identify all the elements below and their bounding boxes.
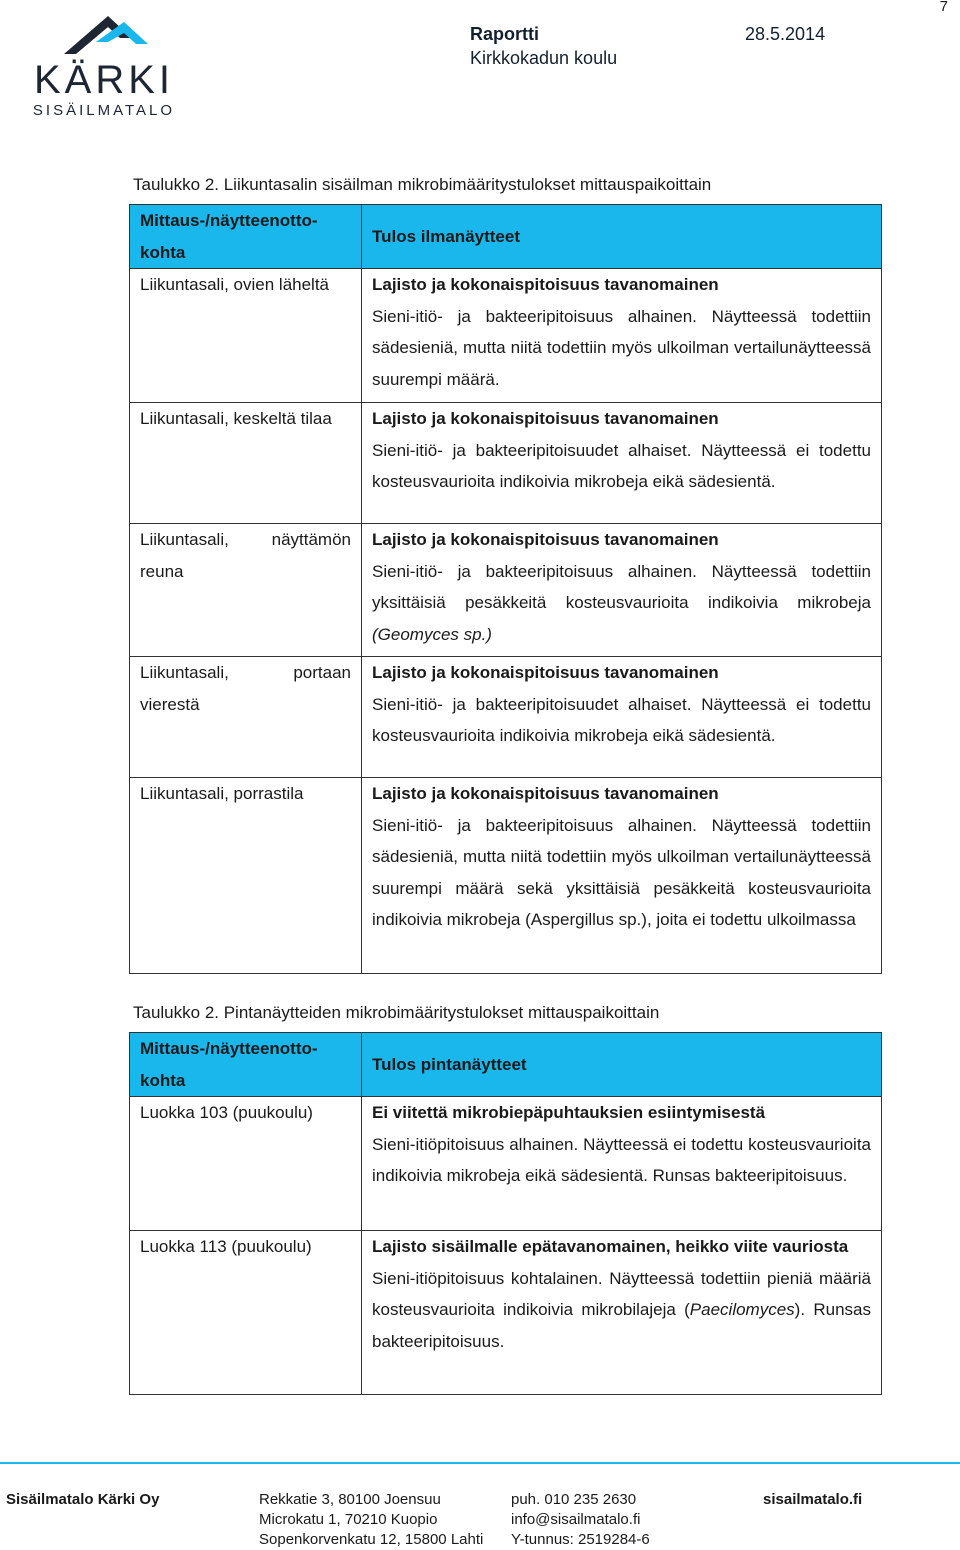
table-row [130,269,882,403]
row-result [362,778,882,974]
row-result [362,403,882,524]
result-text-end: ). Runsas bakteeripitoisuus. [372,1300,871,1351]
row-place: Liikuntasali, portaan vierestä [130,657,362,778]
table2-caption: Taulukko 2. Pintanäytteiden mikrobimääritystulokset mittauspaikoittain [133,1003,660,1022]
footer-website-link[interactable]: sisailmatalo.fi [763,1491,863,1508]
result-title: Lajisto sisäilmalle epätavanomainen, heikko viite vauriosta [372,1237,849,1256]
row-place: Liikuntasali, porrastila [130,778,362,974]
footer-address: Microkatu 1, 70210 Kuopio [259,1511,438,1528]
footer-phone: puh. 010 235 2630 [511,1491,637,1508]
result-title: Lajisto ja kokonaispitoisuus tavanomainen [372,663,719,682]
report-date: 28.5.2014 [745,24,826,44]
result-species: Paecilomyces [689,1300,795,1319]
footer-divider [0,1462,960,1464]
air-samples-table [129,204,882,974]
footer-address: Sopenkorvenkatu 12, 15800 Lahti [259,1531,484,1548]
logo-subtitle: SISÄILMATALO [32,102,176,119]
footer-address: Rekkatie 3, 80100 Joensuu [259,1491,441,1508]
result-title: Lajisto ja kokonaispitoisuus tavanomainen [372,409,719,428]
footer-contacts [511,1490,650,1550]
table-row [130,403,882,524]
footer-addresses [259,1490,483,1550]
row-place: Luokka 103 (puukoulu) [130,1097,362,1231]
logo-wordmark: KÄRKI [33,58,175,102]
table1-caption: Taulukko 2. Liikuntasalin sisäilman mikrobimääritystulokset mittauspaikoittain [133,175,712,194]
result-text: Sieni-itiö- ja bakteeripitoisuus alhainen. Näytteessä todettiin yksittäisiä pesäkkeitä kosteusvaurioita indikoivia mikrobeja [372,561,871,612]
row-place: Liikuntasali, näyttämön reuna [130,524,362,657]
result-title: Lajisto ja kokonaispitoisuus tavanomainen [372,530,719,549]
table-row [130,524,882,657]
table1-header-place: Mittaus-/näytteenotto-kohta [130,205,362,269]
table-row [130,1097,882,1231]
result-text: Sieni-itiöpitoisuus kohtalainen. Näytteessä todettiin pieniä määriä kosteusvaurioita indikoivia mikrobilajeja ( [372,1268,871,1319]
result-species: (Geomyces sp.) [372,624,492,644]
table2-header-result: Tulos pintanäytteet [362,1033,882,1097]
result-text: Sieni-itiöpitoisuus alhainen. Näytteessä ei todettu kosteusvaurioita indikoivia mikrobeja eikä sädesientä. Runsas bakteeripitoisuus. [372,1134,871,1185]
row-place: Liikuntasali, keskeltä tilaa [130,403,362,524]
result-title: Ei viitettä mikrobiepäpuhtauksien esiintymisestä [372,1103,766,1122]
table-row [130,1231,882,1395]
surface-samples-table [129,1032,882,1395]
result-title: Lajisto ja kokonaispitoisuus tavanomainen [372,275,719,294]
roof-logo-icon [24,12,184,62]
row-result [362,524,882,657]
row-place: Luokka 113 (puukoulu) [130,1231,362,1395]
footer-company: Sisäilmatalo Kärki Oy [6,1491,160,1508]
report-title: Raportti [470,24,539,44]
company-logo [24,12,184,122]
report-subtitle: Kirkkokadun koulu [470,48,618,68]
page-number: 7 [939,0,948,15]
row-place: Liikuntasali, ovien läheltä [130,269,362,403]
result-text: Sieni-itiö- ja bakteeripitoisuus alhainen. Näytteessä todettiin sädesieniä, mutta niitä todettiin myös ulkoilman vertailunäytteessä suurempi määrä sekä yksittäisiä pesäkkeitä kosteusvaurioita indikoivia mikrobeja (Aspergillus sp.), joita ei todettu ulkoilmassa [372,815,871,929]
row-result [362,657,882,778]
result-title: Lajisto ja kokonaispitoisuus tavanomainen [372,784,719,803]
result-text: Sieni-itiö- ja bakteeripitoisuudet alhaiset. Näytteessä ei todettu kosteusvaurioita indikoivia mikrobeja eikä sädesientä. [372,694,871,745]
footer-email[interactable]: info@sisailmatalo.fi [511,1511,641,1528]
table1-header-result: Tulos ilmanäytteet [362,205,882,269]
footer-business-id: Y-tunnus: 2519284-6 [511,1531,650,1548]
result-text: Sieni-itiö- ja bakteeripitoisuudet alhaiset. Näytteessä ei todettu kosteusvaurioita indikoivia mikrobeja eikä sädesientä. [372,440,871,491]
row-result [362,269,882,403]
table-row [130,657,882,778]
table2-header-place: Mittaus-/näytteenotto-kohta [130,1033,362,1097]
table-row [130,778,882,974]
row-result [362,1231,882,1395]
result-text: Sieni-itiö- ja bakteeripitoisuus alhainen. Näytteessä todettiin sädesieniä, mutta niitä todettiin myös ulkoilman vertailunäytteessä suurempi määrä. [372,306,871,389]
row-result [362,1097,882,1231]
